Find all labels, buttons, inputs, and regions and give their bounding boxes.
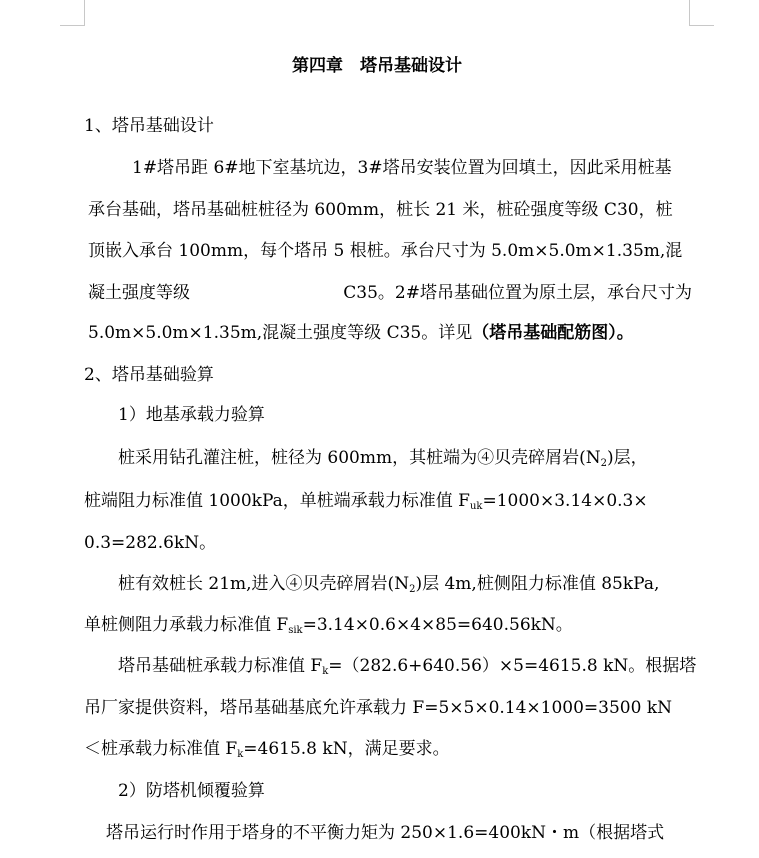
paragraph-3-line-1 xyxy=(118,573,659,601)
figure-reference: （塔吊基础配筋图）。 xyxy=(472,323,634,343)
subscript: k xyxy=(322,666,329,677)
paragraph-4-line-3-end: =4615.8 kN，满足要求。 xyxy=(243,739,450,759)
paragraph-4-line-1-end: =（282.6+640.56）×5=4615.8 kN。根据塔 xyxy=(328,656,697,676)
subscript: 2 xyxy=(600,458,607,469)
paragraph-2-line-3: 0.3=282.6kN。 xyxy=(84,533,217,553)
paragraph-4-line-2: 吊厂家提供资料，塔吊基础基底允许承载力 F=5×5×0.14×1000=3500 kN xyxy=(84,698,673,718)
paragraph-2-line-1-end: )层， xyxy=(606,448,648,468)
paragraph-1-line-1: 1#塔吊距 6#地下室基坑边，3#塔吊安装位置为回填土，因此采用桩基 xyxy=(132,158,672,178)
paragraph-2-line-1 xyxy=(118,447,648,475)
paragraph-3-line-2-end: =3.14×0.6×4×85=640.56kN。 xyxy=(302,615,573,635)
paragraph-1-line-4-part-1: 凝土强度等级 xyxy=(88,283,190,303)
crop-mark-top-right xyxy=(689,25,714,26)
paragraph-4-line-1-text: 塔吊基础桩承载力标准值 F xyxy=(118,656,323,676)
subscript: uk xyxy=(469,501,483,512)
subsection-2-2-heading: 2）防塔机倾覆验算 xyxy=(118,781,265,801)
paragraph-2-line-1-text: 桩采用钻孔灌注桩，桩径为 600mm，其桩端为④贝壳碎屑岩(N xyxy=(118,448,601,468)
paragraph-3-line-1-end: )层 4m,桩侧阻力标准值 85kPa, xyxy=(415,574,660,594)
paragraph-1-line-3: 顶嵌入承台 100mm，每个塔吊 5 根桩。承台尺寸为 5.0m×5.0m×1.35m,混 xyxy=(88,241,683,261)
paragraph-2-line-2 xyxy=(84,490,648,518)
subscript: k xyxy=(237,749,244,760)
chapter-title: 第四章 塔吊基础设计 xyxy=(292,56,462,76)
paragraph-2-line-2-end: =1000×3.14×0.3× xyxy=(482,491,648,511)
paragraph-3-line-2 xyxy=(84,614,573,642)
subsection-2-1-heading: 1）地基承载力验算 xyxy=(118,405,265,425)
paragraph-1-line-4-part-2: C35。2#塔吊基础位置为原土层，承台尺寸为 xyxy=(343,283,692,303)
paragraph-1-line-2: 承台基础，塔吊基础桩桩径为 600mm，桩长 21 米，桩砼强度等级 C30，桩 xyxy=(88,200,673,220)
paragraph-4-line-3-text: ＜桩承载力标准值 F xyxy=(84,739,238,759)
subscript: 2 xyxy=(409,584,416,595)
paragraph-3-line-1-text: 桩有效桩长 21m,进入④贝壳碎屑岩(N xyxy=(118,574,410,594)
paragraph-1-line-5 xyxy=(88,322,634,344)
paragraph-5-line-1: 塔吊运行时作用于塔身的不平衡力矩为 250×1.6=400kN・m（根据塔式 xyxy=(106,823,665,843)
crop-mark-top-left xyxy=(60,25,85,26)
paragraph-2-line-2-text: 桩端阻力标准值 1000kPa，单桩端承载力标准值 F xyxy=(84,491,470,511)
paragraph-1-line-5-text: 5.0m×5.0m×1.35m,混凝土强度等级 C35。详见 xyxy=(88,323,473,343)
paragraph-1-line-4 xyxy=(88,282,692,304)
section-1-heading: 1、塔吊基础设计 xyxy=(84,116,214,136)
crop-mark-top-right xyxy=(689,0,690,26)
section-2-heading: 2、塔吊基础验算 xyxy=(84,365,214,385)
paragraph-4-line-3 xyxy=(84,738,450,766)
subscript: sik xyxy=(288,625,303,636)
paragraph-3-line-2-text: 单桩侧阻力承载力标准值 F xyxy=(84,615,289,635)
paragraph-4-line-1 xyxy=(118,655,696,683)
crop-mark-top-left xyxy=(84,0,85,26)
